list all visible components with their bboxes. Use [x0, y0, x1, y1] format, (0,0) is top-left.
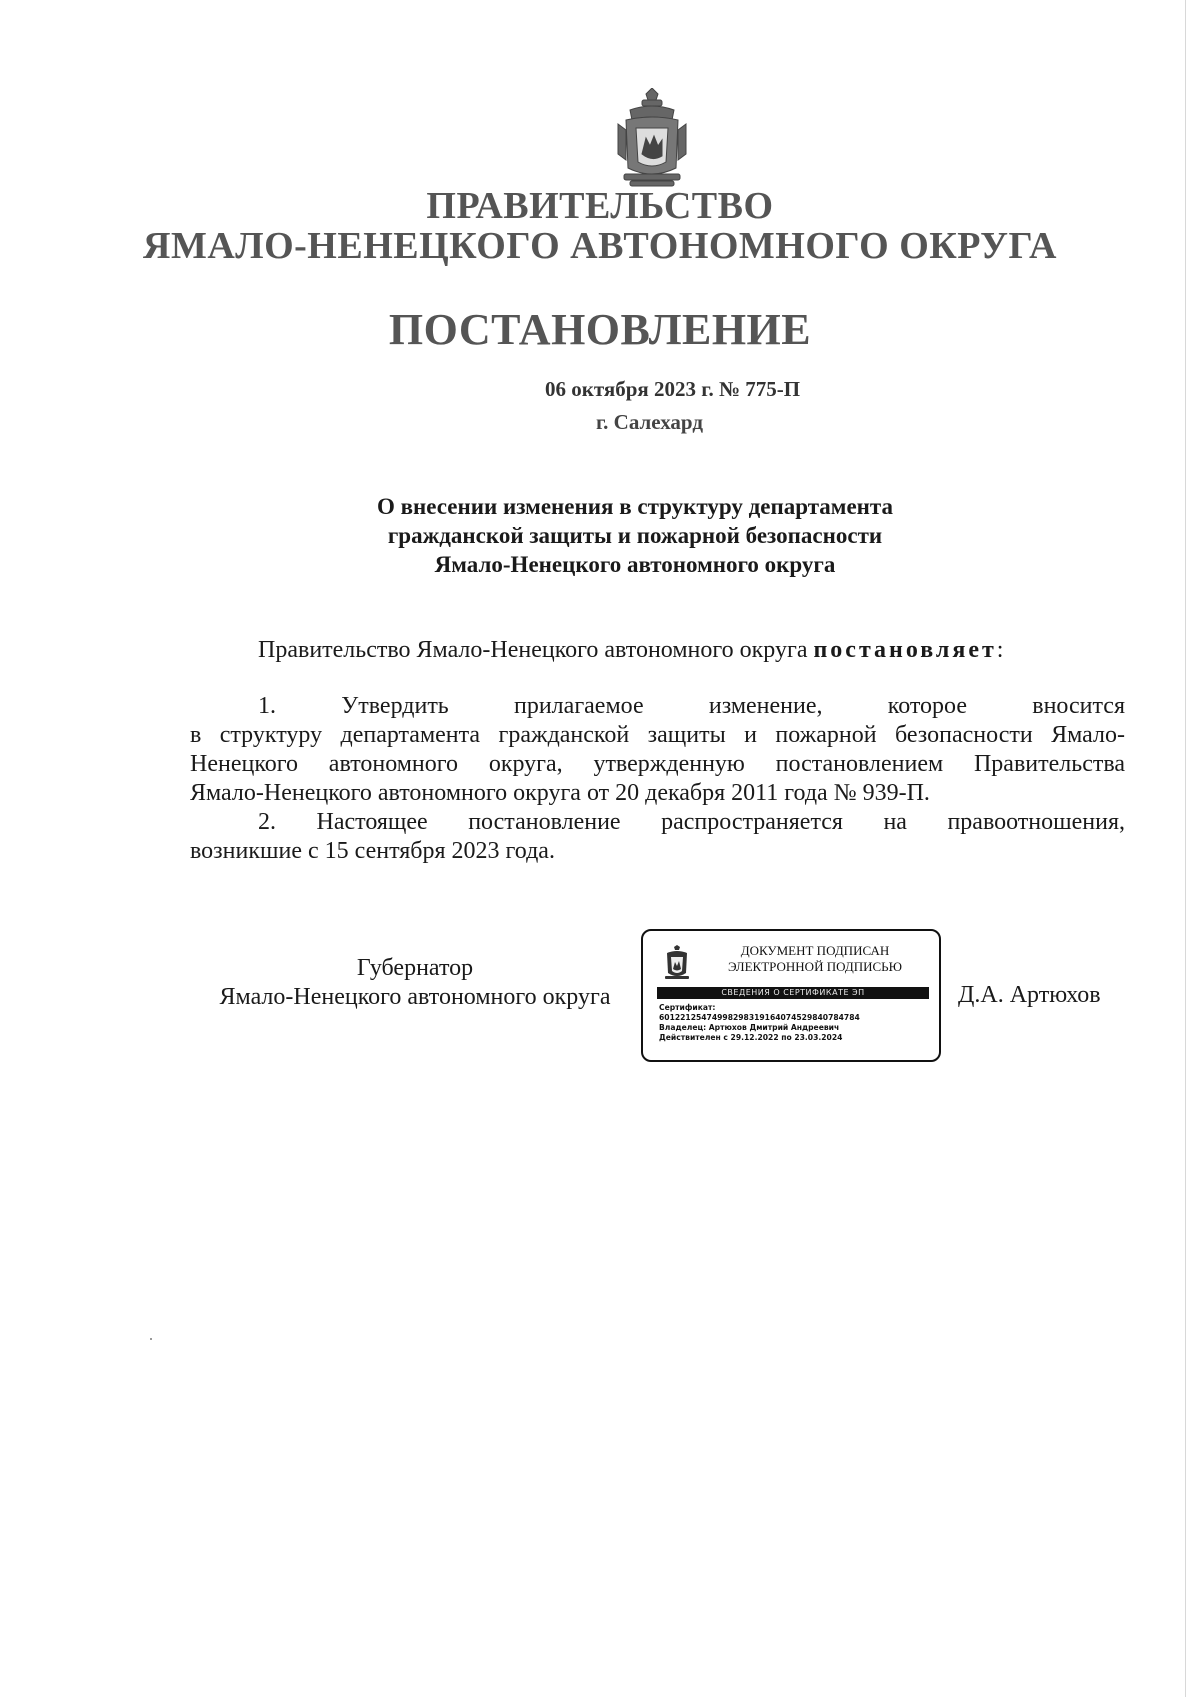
resolution-intro [190, 636, 1125, 665]
paragraph-line: возникшие с 15 сентября 2023 года. [190, 838, 555, 864]
subject-line: Ямало-Ненецкого автономного округа [434, 552, 836, 577]
signatory-title-line: Губернатор [356, 955, 474, 981]
paragraph-1 [190, 692, 1125, 808]
stamp-certificate-bar: СВЕДЕНИЯ О СЕРТИФИКАТЕ ЭП [657, 987, 929, 999]
date-and-number: 06 октября 2023 г. № 775-П [545, 377, 801, 401]
certificate-owner: Владелец: Артюхов Дмитрий Андреевич [659, 1023, 840, 1032]
stamp-heading-line: ДОКУМЕНТ ПОДПИСАН [740, 943, 890, 958]
government-name-line1: ПРАВИТЕЛЬСТВО [426, 185, 774, 227]
intro-verb: постановляет [813, 637, 997, 663]
intro-end: : [996, 637, 1004, 663]
stamp-heading-line: ЭЛЕКТРОННОЙ ПОДПИСЬЮ [728, 959, 902, 974]
certificate-number: 60122125474998298319164074529840784784 [659, 1013, 860, 1022]
city-label: г. Салехард [596, 410, 703, 434]
stamp-certificate-info [659, 1003, 934, 1043]
document-subject [280, 492, 990, 579]
paragraph-line: Ямало-Ненецкого автономного округа от 20 декабря 2011 года № 939-П. [190, 780, 930, 806]
signatory-title [190, 954, 640, 1012]
stamp-emblem-icon [663, 945, 691, 981]
certificate-validity: Действителен с 29.12.2022 по 23.03.2024 [659, 1033, 843, 1042]
government-name-line2: ЯМАЛО-НЕНЕЦКОГО АВТОНОМНОГО ОКРУГА [143, 225, 1057, 267]
paragraph-line: 1. Утвердить прилагаемое изменение, которое вносится [258, 693, 1125, 719]
subject-line: О внесении изменения в структуру департамента [376, 494, 893, 519]
paragraph-line: Ненецкого автономного округа, утвержденную постановлением Правительства [190, 751, 1125, 777]
signatory-title-line: Ямало-Ненецкого автономного округа [219, 984, 611, 1010]
signatory-name: Д.А. Артюхов [958, 982, 1101, 1008]
paragraph-line: 2. Настоящее постановление распространяется на правоотношения, [258, 809, 1125, 835]
scan-speck [150, 1338, 152, 1340]
paragraph-2 [190, 808, 1125, 866]
subject-line: гражданской защиты и пожарной безопасности [387, 523, 883, 548]
document-type-title: ПОСТАНОВЛЕНИЕ [388, 305, 812, 354]
electronic-signature-stamp [641, 929, 941, 1062]
intro-text: Правительство Ямало-Ненецкого автономного округа [258, 637, 814, 663]
certificate-label: Сертификат: [659, 1003, 716, 1012]
coat-of-arms-emblem [612, 88, 692, 188]
paragraph-line: в структуру департамента гражданской защиты и пожарной безопасности Ямало- [190, 722, 1125, 748]
